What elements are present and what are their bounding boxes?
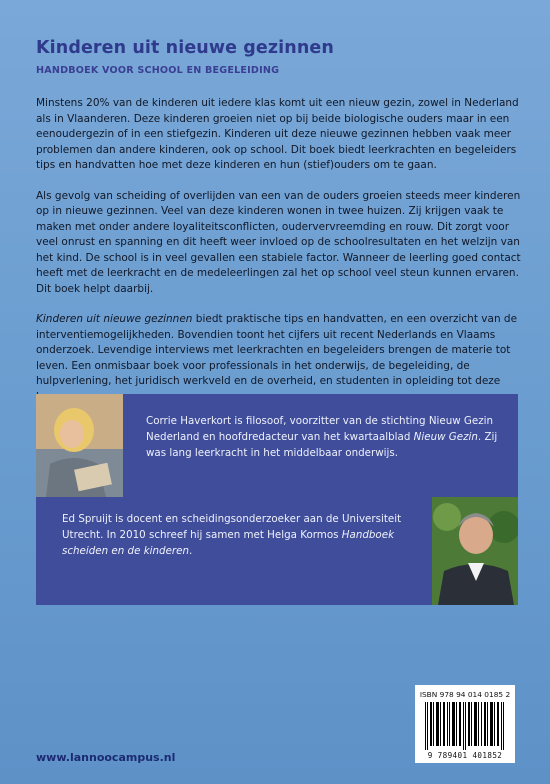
blurb-paragraph-3 xyxy=(36,312,521,405)
blurb-text xyxy=(36,96,521,420)
publisher-website: www.lannoocampus.nl xyxy=(36,751,176,764)
author-photo-1 xyxy=(36,394,123,497)
author-bio-1: Corrie Haverkort is filosoof, voorzitter van de stichting Nieuw Gezin Nederland en hoofdredacteur van het kwartaalblad Nieuw Gezin. Zij was lang leerkracht in het middelbaar onderwijs. xyxy=(146,415,498,459)
book-title: Kinderen uit nieuwe gezinnen xyxy=(36,38,334,58)
blurb-paragraph-1: Minstens 20% van de kinderen uit iedere klas komt uit een nieuw gezin, zowel in Nederland als in Vlaanderen. Deze kinderen groeien niet op bij beide biologische ouders maar in een eenoudergezin of in een stiefgezin. Kinderen uit deze nieuwe gezinnen hebben vaak meer problemen dan andere kinderen, ook op school. Dit boek biedt leerkrachten en begeleiders tips en handvatten hoe met deze kinderen en hun (stief)ouders om te gaan. xyxy=(36,97,519,171)
barcode xyxy=(423,702,507,750)
blurb-paragraph-2: Als gevolg van scheiding of overlijden van een van de ouders groeien steeds meer kinderen op in nieuwe gezinnen. Veel van deze kinderen wonen in twee huizen. Zij krijgen vaak te maken met onder andere loyaliteitsconflicten, oudervervreemding en rouw. Dit zorgt voor veel onrust en spanning en dit heeft weer invloed op de schoolresultaten en het welzijn van het kind. De school is in veel gevallen een stabiele factor. Wanneer de leerling goed contact heeft met de leerkracht en de medeleerlingen zal het op school veel steun kunnen ervaren. Dit boek helpt daarbij. xyxy=(36,189,521,295)
blurb-book-title: Kinderen uit nieuwe gezinnen xyxy=(36,313,193,325)
isbn-label: ISBN 978 94 014 0185 2 xyxy=(419,690,511,699)
author-block-2 xyxy=(36,497,518,605)
blurb-paragraph-3-text: biedt praktische tips en handvatten, en een overzicht van de interventiemogelijkheden. Bovendien toont het cijfers uit recent Nederlands en Vlaams onderzoek. Levendige interviews met leerkrachten en begeleiders brengen de materie tot leven. Een onmisbaar boek voor professionals in het onderwijs, de begeleiding, de hulpverlening, het juridisch werkveld en de overheid, en studenten in opleiding tot deze xyxy=(36,313,518,387)
book-subtitle: HANDBOEK VOOR SCHOOL EN BEGELEIDING xyxy=(36,65,280,76)
author-block-1 xyxy=(36,394,518,497)
author-bio-2: Ed Spruijt is docent en scheidingsonderzoeker aan de Universiteit Utrecht. In 2010 schreef hij samen met Helga Kormos Handboek scheiden en de kinderen. xyxy=(62,513,402,557)
author-photo-2 xyxy=(432,497,518,605)
barcode-number: 9 789401 401852 xyxy=(427,751,503,760)
isbn-barcode-box xyxy=(415,685,515,763)
